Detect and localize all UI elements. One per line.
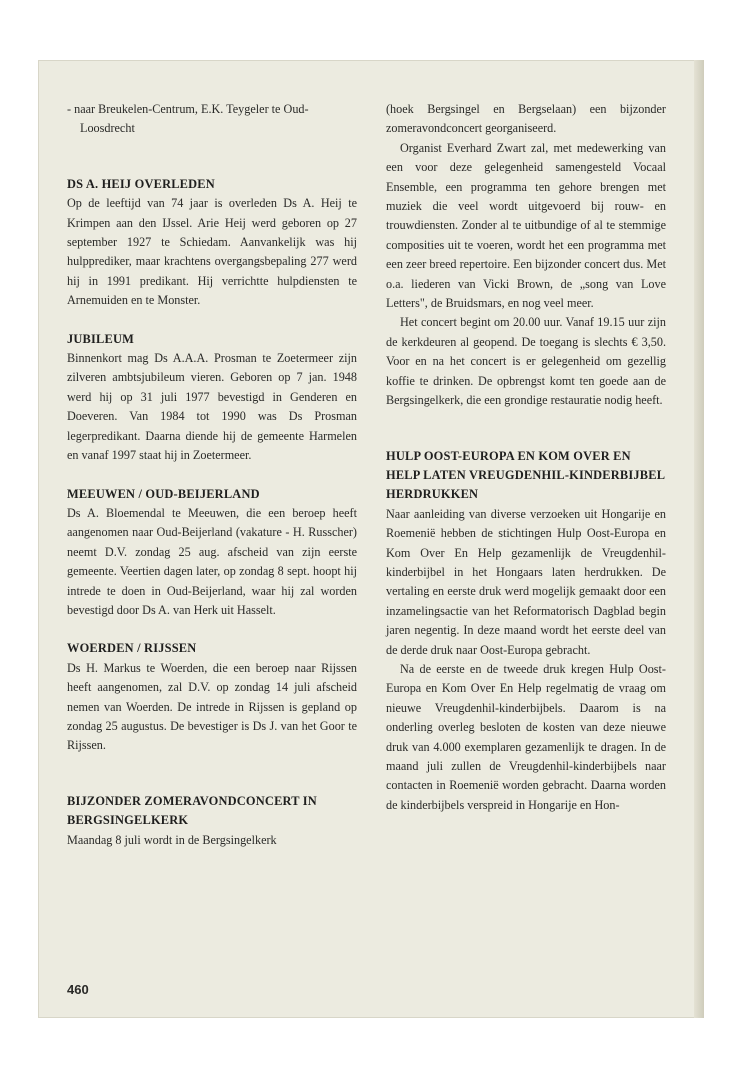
- section-hulp-oost-europa: [386, 447, 666, 816]
- section-body: Maandag 8 juli wordt in de Bergsingelkerk: [67, 832, 277, 847]
- section-woerden: [67, 639, 357, 755]
- left-column: [67, 100, 357, 850]
- section-heading: HULP OOST-EUROPA EN KOM OVER EN HELP LATEN VREUGDENHIL-KINDERBIJBEL HERDRUKKEN: [386, 448, 665, 502]
- concert-paragraph: Het concert begint om 20.00 uur. Vanaf 19.15 uur zijn de kerkdeuren al geopend. De toegang is slechts € 3,50. Voor en na het concert is er gelegenheid om gezellig koffie te drinken. De opbrengst komt ten goede aan de Bergsingelkerk, die een grondige restauratie nodig heeft.: [386, 315, 666, 408]
- section-body: Ds H. Markus te Woerden, die een beroep naar Rijssen heeft aangenomen, zal D.V. op zondag 14 juli afscheid nemen van Woerden. De intrede in Rijssen is gepland op zondag 25 augustus. De bevestiger is Ds J. van het Goor te Rijssen.: [67, 660, 357, 753]
- concert-continuation: (hoek Bergsingel en Bergselaan) een bijzonder zomeravondconcert georganiseerd.: [386, 102, 666, 136]
- section-heading: MEEUWEN / OUD-BEIJERLAND: [67, 486, 260, 501]
- list-item-breukelen: - naar Breukelen-Centrum, E.K. Teygeler te Oud-Loosdrecht: [67, 102, 309, 136]
- section-heading: WOERDEN / RIJSSEN: [67, 641, 197, 656]
- page-edge-shadow: [694, 60, 704, 1018]
- section-body: Na de eerste en de tweede druk kregen Hulp Oost-Europa en Kom Over En Help regelmatig de vraag om nieuwe Vreugdenhil-kinderbijbels. Daarom is na onderling overleg besloten de kosten van deze nieuwe druk van 4.000 exemplaren gezamenlijk te dragen. In de maand juli zullen de Vreugdenhil-kinderbijbels naar contacten in Roemenië worden gebracht. Daarna worden de kinderbijbels verspreid in Hongarije en Hon-: [386, 661, 666, 812]
- section-body: Ds A. Bloemendal te Meeuwen, die een beroep heeft aangenomen naar Oud-Beijerland (vakature - H. Russcher) neemt D.V. zondag 25 aug. afscheid van zijn eerste gemeente. Veertien dagen later, op zondag 8 sept. hoopt hij intrede te doen in Oud-Beijerland, waar hij zal worden bevestigd door Ds A. van Herk uit Hasselt.: [67, 505, 357, 617]
- concert-paragraph: Organist Everhard Zwart zal, met medewerking van een voor deze gelegenheid samengesteld Vocaal Ensemble, een programma ten gehore brengen met muziek die veel wordt uitgevoerd bij rouw- en trouwdiensten. Zonder al te uitbundige of al te stemmige composities uit te voeren, wordt het een programma met een zeer breed repertoire. Een bijzonder concert dus. Met o.a. liederen van Vicki Brown, de „song van Love Letters", de Bruidsmars, en nog veel meer.: [386, 140, 666, 311]
- right-column: [386, 100, 666, 815]
- section-heij: [67, 175, 357, 311]
- section-heading: BIJZONDER ZOMERAVONDCONCERT IN BERGSINGELKERK: [67, 793, 317, 828]
- section-heading: DS A. HEIJ OVERLEDEN: [67, 176, 215, 191]
- section-concert: [67, 792, 357, 850]
- magazine-page: [38, 60, 704, 1018]
- section-jubileum: [67, 330, 357, 466]
- page-number: 460: [67, 982, 89, 997]
- section-body: Op de leeftijd van 74 jaar is overleden Ds A. Heij te Krimpen aan den IJssel. Arie Heij werd geboren op 27 september 1927 te Schiedam. Aanvankelijk was hij hulpprediker, maar krachtens overgangsbepaling 277 werd hij in 1991 predikant. Hij verrichtte hulpdiensten te Arnemuiden en te Monster.: [67, 196, 357, 308]
- section-heading: JUBILEUM: [67, 331, 135, 346]
- section-body: Naar aanleiding van diverse verzoeken uit Hongarije en Roemenië hebben de stichtingen Hulp Oost-Europa en Kom Over En Help gezamenlijk de Vreugdenhil-kinderbijbel in het Hongaars laten herdrukken. De vertaling en eerste druk werd mogelijk gemaakt door een inzamelingsactie van het Reformatorisch Dagblad begin jaren negentig. In deze maand wordt het eerste deel van de derde druk naar Oost-Europa gebracht.: [386, 506, 666, 657]
- section-meeuwen: [67, 485, 357, 621]
- section-body: Binnenkort mag Ds A.A.A. Prosman te Zoetermeer zijn zilveren ambtsjubileum vieren. Geboren op 7 jan. 1948 werd hij op 31 juli 1977 bevestigd in Genderen en Doeveren. Van 1984 tot 1990 was Ds Prosman legerpredikant. Daarna diende hij de gemeente Harmelen en vanaf 1997 staat hij in Zoetermeer.: [67, 351, 357, 463]
